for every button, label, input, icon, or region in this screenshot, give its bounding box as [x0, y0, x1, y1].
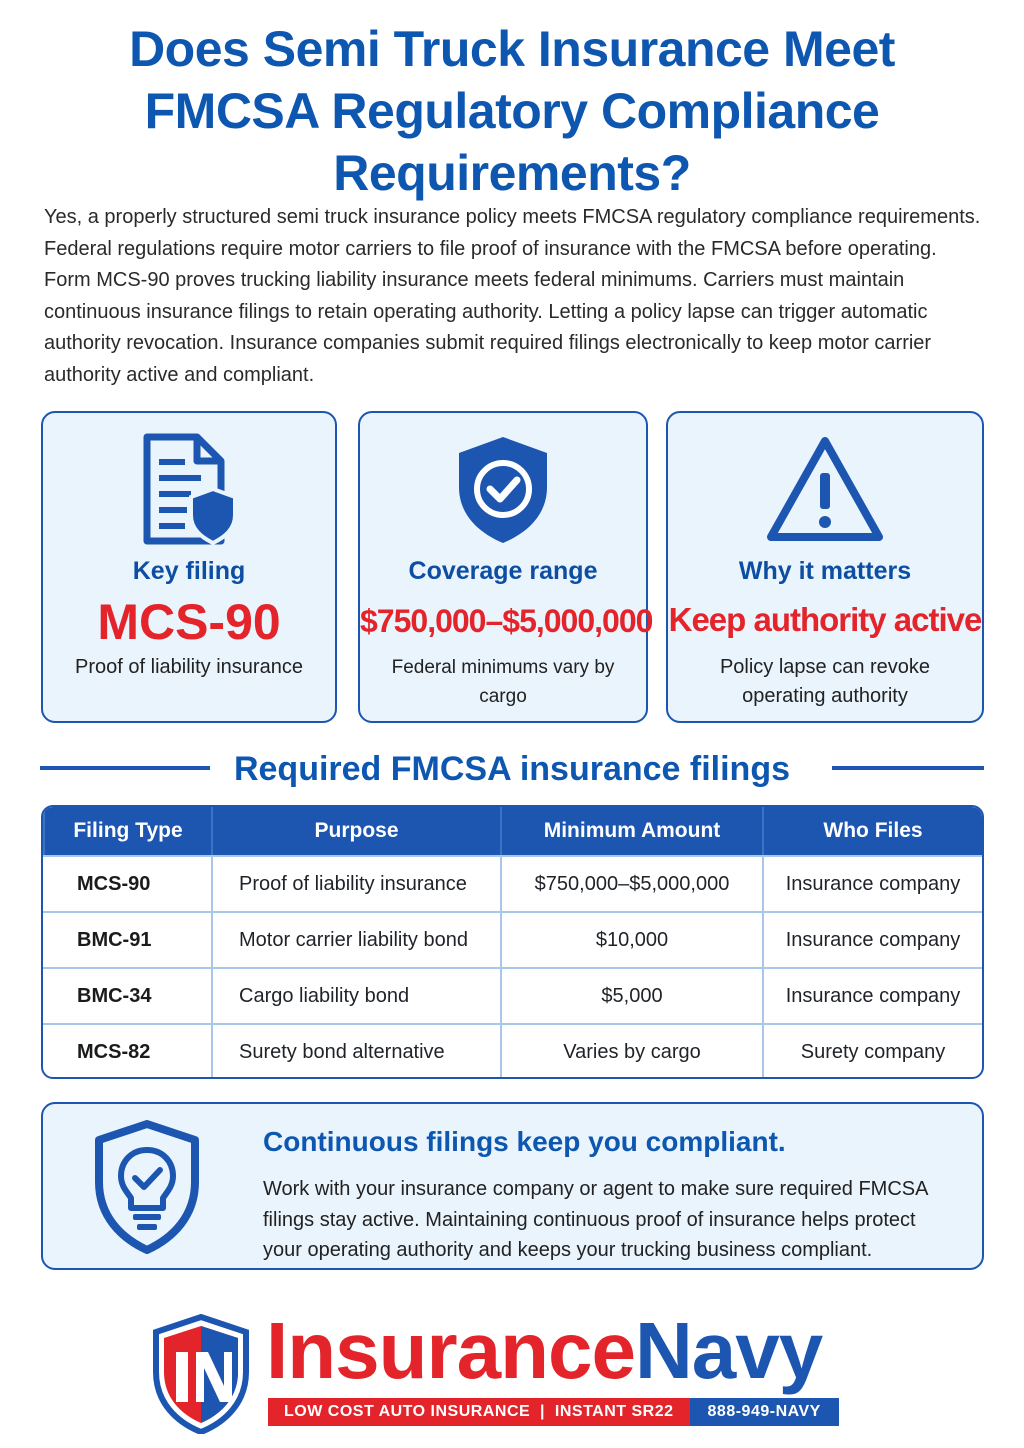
card-why-it-matters: [666, 411, 984, 723]
amount-cell: $750,000–$5,000,000: [500, 857, 762, 911]
brand-name-part1: Insurance: [266, 1306, 635, 1395]
column-header: Minimum Amount: [500, 807, 762, 855]
callout-title: Continuous filings keep you compliant.: [263, 1126, 786, 1157]
section-title: Required FMCSA insurance filings: [233, 750, 791, 788]
purpose-cell: Cargo liability bond: [211, 969, 500, 1023]
table-row: [43, 911, 982, 967]
brand-footer: [0, 1306, 1024, 1436]
brand-phone: 888-949-NAVY: [690, 1398, 839, 1426]
brand-name-part2: Navy: [634, 1306, 823, 1395]
card-subtext: Federal minimums vary by cargo: [391, 657, 615, 707]
card-subtext: Proof of liability insurance: [75, 656, 303, 678]
brand-tagline: LOW COST AUTO INSURANCE | INSTANT SR22: [268, 1398, 690, 1426]
filing-type-cell: MCS-90: [77, 872, 151, 895]
warning-icon: [763, 433, 887, 547]
amount-cell: $10,000: [500, 913, 762, 967]
compliance-callout: [41, 1102, 984, 1270]
card-label: Key filing: [132, 557, 246, 585]
filing-type-cell: BMC-34: [77, 984, 152, 1007]
brand-tagline-bar: [268, 1398, 839, 1426]
page-title: Does Semi Truck Insurance Meet FMCSA Regulatory Compliance Requirements?: [129, 21, 895, 201]
column-header: Filing Type: [43, 807, 211, 855]
column-header: Who Files: [762, 807, 982, 855]
callout-body: Work with your insurance company or agent to make sure required FMCSA filings stay active. Maintaining continuous proof of insurance helps protect your operating authority and keeps your trucking business compliant.: [263, 1178, 928, 1261]
table-row: [43, 967, 982, 1023]
section-heading: [40, 746, 984, 792]
filing-type-cell: BMC-91: [77, 928, 152, 951]
document-shield-icon: [139, 433, 239, 547]
card-key-filing: [41, 411, 337, 723]
table-row: [43, 1023, 982, 1079]
table-header-row: [43, 807, 982, 855]
shield-check-icon: [453, 433, 553, 547]
filing-type-cell: MCS-82: [77, 1040, 151, 1063]
amount-cell: Varies by cargo: [500, 1025, 762, 1079]
purpose-cell: Proof of liability insurance: [211, 857, 500, 911]
amount-cell: $5,000: [500, 969, 762, 1023]
purpose-cell: Surety bond alternative: [211, 1025, 500, 1079]
card-label: Coverage range: [408, 557, 598, 585]
insurancenavy-logo: [152, 1314, 250, 1434]
card-label: Why it matters: [738, 557, 912, 585]
brand-name: [266, 1306, 822, 1396]
card-coverage-range: [358, 411, 653, 723]
who-files-cell: Insurance company: [762, 857, 982, 911]
who-files-cell: Surety company: [762, 1025, 982, 1079]
card-subtext: Policy lapse can revoke operating authority: [719, 656, 931, 707]
who-files-cell: Insurance company: [762, 969, 982, 1023]
purpose-cell: Motor carrier liability bond: [211, 913, 500, 967]
who-files-cell: Insurance company: [762, 913, 982, 967]
card-value: Keep authority active: [668, 601, 982, 638]
summary-cards: [0, 411, 1024, 723]
column-header: Purpose: [211, 807, 500, 855]
intro-paragraph: Yes, a properly structured semi truck insurance policy meets FMCSA regulatory compliance requirements. Federal regulations require motor carriers to file proof of insurance with the FMCSA before operating. Form MCS-90 proves trucking liability insurance meets federal minimums. Carriers must maintain continuous insurance filings to retain operating authority. Letting a policy lapse can trigger automatic authority revocation. Insurance companies submit required filings electronically to keep motor carrier authority active and compliant.: [44, 206, 981, 386]
shield-lightbulb-icon: [93, 1120, 201, 1254]
table-row: [43, 855, 982, 911]
card-value: MCS-90: [97, 594, 281, 650]
filings-table: [41, 805, 984, 1079]
card-value: $750,000–$5,000,000: [360, 603, 653, 639]
